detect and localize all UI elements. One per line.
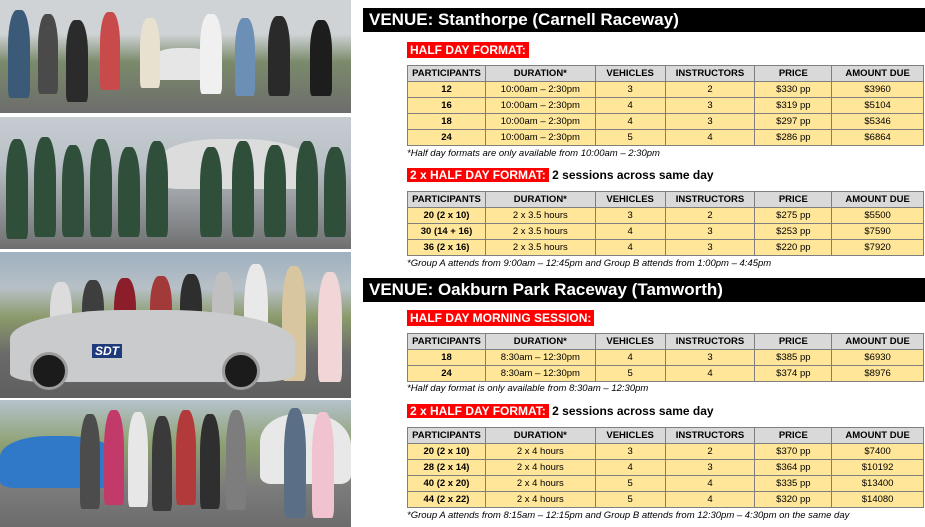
col-participants: PARTICIPANTS <box>408 334 486 350</box>
price-cell: $374 pp <box>755 366 832 382</box>
col-instructors: INSTRUCTORS <box>665 428 755 444</box>
price-cell: $330 pp <box>755 82 832 98</box>
double-half-day-heading <box>407 403 714 419</box>
table-row <box>408 240 924 256</box>
sdt-logo: SDT <box>92 344 122 358</box>
duration-cell: 2 x 4 hours <box>485 460 595 476</box>
col-participants: PARTICIPANTS <box>408 192 486 208</box>
duration-cell: 10:00am – 2:30pm <box>485 82 595 98</box>
col-duration: DURATION* <box>485 334 595 350</box>
participants-cell: 18 <box>408 114 486 130</box>
vehicles-cell: 4 <box>595 460 665 476</box>
duration-cell: 2 x 4 hours <box>485 492 595 508</box>
duration-cell: 8:30am – 12:30pm <box>485 366 595 382</box>
table-row <box>408 82 924 98</box>
col-instructors: INSTRUCTORS <box>665 192 755 208</box>
vehicles-cell: 3 <box>595 208 665 224</box>
amount-due-cell: $3960 <box>832 82 924 98</box>
person <box>34 137 56 237</box>
vehicles-cell: 4 <box>595 98 665 114</box>
table-header-row <box>408 334 924 350</box>
table-row <box>408 444 924 460</box>
person <box>146 141 168 237</box>
amount-due-cell: $8976 <box>832 366 924 382</box>
col-vehicles: VEHICLES <box>595 334 665 350</box>
col-price: PRICE <box>755 334 832 350</box>
person <box>312 412 334 518</box>
duration-cell: 2 x 4 hours <box>485 476 595 492</box>
price-cell: $370 pp <box>755 444 832 460</box>
double-half-day-suffix: 2 sessions across same day <box>548 404 714 418</box>
person <box>62 145 84 237</box>
amount-due-cell: $13400 <box>832 476 924 492</box>
amount-due-cell: $5346 <box>832 114 924 130</box>
table-row <box>408 130 924 146</box>
oakburn-double-note: *Group A attends from 8:15am – 12:15pm and Group B attends from 12:30pm – 4:30pm on the same day <box>407 510 850 521</box>
col-vehicles: VEHICLES <box>595 66 665 82</box>
vehicles-cell: 5 <box>595 130 665 146</box>
instructors-cell: 3 <box>665 114 755 130</box>
stanthorpe-half-day-note: *Half day formats are only available from 10:00am – 2:30pm <box>407 148 660 159</box>
person <box>200 414 220 509</box>
person <box>226 410 246 510</box>
col-participants: PARTICIPANTS <box>408 66 486 82</box>
duration-cell: 2 x 3.5 hours <box>485 208 595 224</box>
person <box>176 410 196 505</box>
stanthorpe-double-table <box>407 191 924 256</box>
participants-cell: 30 (14 + 16) <box>408 224 486 240</box>
half-day-format-label: HALF DAY FORMAT: <box>407 42 529 58</box>
amount-due-cell: $6930 <box>832 350 924 366</box>
col-instructors: INSTRUCTORS <box>665 66 755 82</box>
col-price: PRICE <box>755 66 832 82</box>
instructors-cell: 4 <box>665 476 755 492</box>
person <box>318 272 342 382</box>
price-cell: $275 pp <box>755 208 832 224</box>
person <box>80 414 100 509</box>
duration-cell: 8:30am – 12:30pm <box>485 350 595 366</box>
col-amount-due: AMOUNT DUE <box>832 66 924 82</box>
instructors-cell: 4 <box>665 130 755 146</box>
half-day-morning-session-label: HALF DAY MORNING SESSION: <box>407 310 594 326</box>
wheel <box>222 352 260 390</box>
duration-cell: 2 x 3.5 hours <box>485 240 595 256</box>
group-photo-4 <box>0 400 351 527</box>
vehicles-cell: 4 <box>595 240 665 256</box>
person <box>66 20 88 102</box>
person <box>104 410 124 505</box>
table-row <box>408 492 924 508</box>
price-cell: $320 pp <box>755 492 832 508</box>
double-half-day-heading <box>407 167 714 183</box>
wheel <box>30 352 68 390</box>
oakburn-half-day-table <box>407 333 924 382</box>
person <box>310 20 332 96</box>
col-instructors: INSTRUCTORS <box>665 334 755 350</box>
person <box>100 12 120 90</box>
vehicles-cell: 5 <box>595 476 665 492</box>
instructors-cell: 3 <box>665 224 755 240</box>
table-row <box>408 114 924 130</box>
table-row <box>408 476 924 492</box>
double-half-day-label: 2 x HALF DAY FORMAT: <box>407 404 549 418</box>
table-row <box>408 208 924 224</box>
person <box>264 145 286 237</box>
participants-cell: 24 <box>408 130 486 146</box>
participants-cell: 44 (2 x 22) <box>408 492 486 508</box>
person <box>235 18 255 96</box>
price-cell: $220 pp <box>755 240 832 256</box>
amount-due-cell: $10192 <box>832 460 924 476</box>
stanthorpe-double-note: *Group A attends from 9:00am – 12:45pm and Group B attends from 1:00pm – 4:45pm <box>407 258 772 269</box>
instructors-cell: 2 <box>665 82 755 98</box>
price-cell: $286 pp <box>755 130 832 146</box>
person <box>232 141 254 237</box>
double-half-day-label: 2 x HALF DAY FORMAT: <box>407 168 549 182</box>
col-duration: DURATION* <box>485 428 595 444</box>
person <box>296 141 318 237</box>
col-duration: DURATION* <box>485 66 595 82</box>
price-cell: $335 pp <box>755 476 832 492</box>
duration-cell: 10:00am – 2:30pm <box>485 130 595 146</box>
duration-cell: 10:00am – 2:30pm <box>485 114 595 130</box>
participants-cell: 24 <box>408 366 486 382</box>
vehicles-cell: 4 <box>595 350 665 366</box>
table-row <box>408 224 924 240</box>
duration-cell: 10:00am – 2:30pm <box>485 98 595 114</box>
oakburn-half-day-note: *Half day format is only available from 8:30am – 12:30pm <box>407 383 649 394</box>
amount-due-cell: $6864 <box>832 130 924 146</box>
venue-stanthorpe-title: VENUE: Stanthorpe (Carnell Raceway) <box>363 8 925 32</box>
group-photo-3 <box>0 252 351 398</box>
table-row <box>408 460 924 476</box>
participants-cell: 20 (2 x 10) <box>408 444 486 460</box>
amount-due-cell: $7590 <box>832 224 924 240</box>
stanthorpe-half-day-table <box>407 65 924 146</box>
table-row <box>408 98 924 114</box>
price-cell: $364 pp <box>755 460 832 476</box>
price-cell: $385 pp <box>755 350 832 366</box>
group-photo-2 <box>0 117 351 249</box>
table-header-row <box>408 428 924 444</box>
participants-cell: 36 (2 x 16) <box>408 240 486 256</box>
col-price: PRICE <box>755 192 832 208</box>
instructors-cell: 4 <box>665 366 755 382</box>
person <box>284 408 306 518</box>
participants-cell: 12 <box>408 82 486 98</box>
vehicles-cell: 5 <box>595 492 665 508</box>
instructors-cell: 3 <box>665 460 755 476</box>
col-amount-due: AMOUNT DUE <box>832 334 924 350</box>
person <box>200 14 222 94</box>
duration-cell: 2 x 3.5 hours <box>485 224 595 240</box>
person <box>324 147 346 237</box>
instructors-cell: 3 <box>665 98 755 114</box>
person <box>152 416 172 511</box>
col-amount-due: AMOUNT DUE <box>832 192 924 208</box>
person <box>38 14 58 94</box>
participants-cell: 18 <box>408 350 486 366</box>
vehicles-cell: 3 <box>595 82 665 98</box>
participants-cell: 20 (2 x 10) <box>408 208 486 224</box>
duration-cell: 2 x 4 hours <box>485 444 595 460</box>
vehicles-cell: 4 <box>595 224 665 240</box>
col-amount-due: AMOUNT DUE <box>832 428 924 444</box>
person <box>140 18 160 88</box>
participants-cell: 28 (2 x 14) <box>408 460 486 476</box>
price-cell: $297 pp <box>755 114 832 130</box>
table-header-row <box>408 66 924 82</box>
oakburn-double-table <box>407 427 924 508</box>
table-header-row <box>408 192 924 208</box>
instructors-cell: 3 <box>665 240 755 256</box>
instructors-cell: 2 <box>665 444 755 460</box>
instructors-cell: 3 <box>665 350 755 366</box>
amount-due-cell: $7400 <box>832 444 924 460</box>
vehicles-cell: 3 <box>595 444 665 460</box>
vehicles-cell: 4 <box>595 114 665 130</box>
person <box>90 139 112 237</box>
car <box>0 436 120 488</box>
amount-due-cell: $7920 <box>832 240 924 256</box>
instructors-cell: 2 <box>665 208 755 224</box>
person <box>128 412 148 507</box>
person <box>6 139 28 239</box>
col-price: PRICE <box>755 428 832 444</box>
amount-due-cell: $5500 <box>832 208 924 224</box>
col-vehicles: VEHICLES <box>595 428 665 444</box>
col-vehicles: VEHICLES <box>595 192 665 208</box>
table-row <box>408 366 924 382</box>
participants-cell: 16 <box>408 98 486 114</box>
table-row <box>408 350 924 366</box>
person <box>118 147 140 237</box>
participants-cell: 40 (2 x 20) <box>408 476 486 492</box>
venue-oakburn-title: VENUE: Oakburn Park Raceway (Tamworth) <box>363 278 925 302</box>
col-duration: DURATION* <box>485 192 595 208</box>
vehicles-cell: 5 <box>595 366 665 382</box>
amount-due-cell: $14080 <box>832 492 924 508</box>
amount-due-cell: $5104 <box>832 98 924 114</box>
group-photo-1 <box>0 0 351 113</box>
person <box>200 147 222 237</box>
price-cell: $319 pp <box>755 98 832 114</box>
double-half-day-suffix: 2 sessions across same day <box>548 168 714 182</box>
person <box>268 16 290 96</box>
col-participants: PARTICIPANTS <box>408 428 486 444</box>
price-cell: $253 pp <box>755 224 832 240</box>
person <box>8 10 30 98</box>
instructors-cell: 4 <box>665 492 755 508</box>
